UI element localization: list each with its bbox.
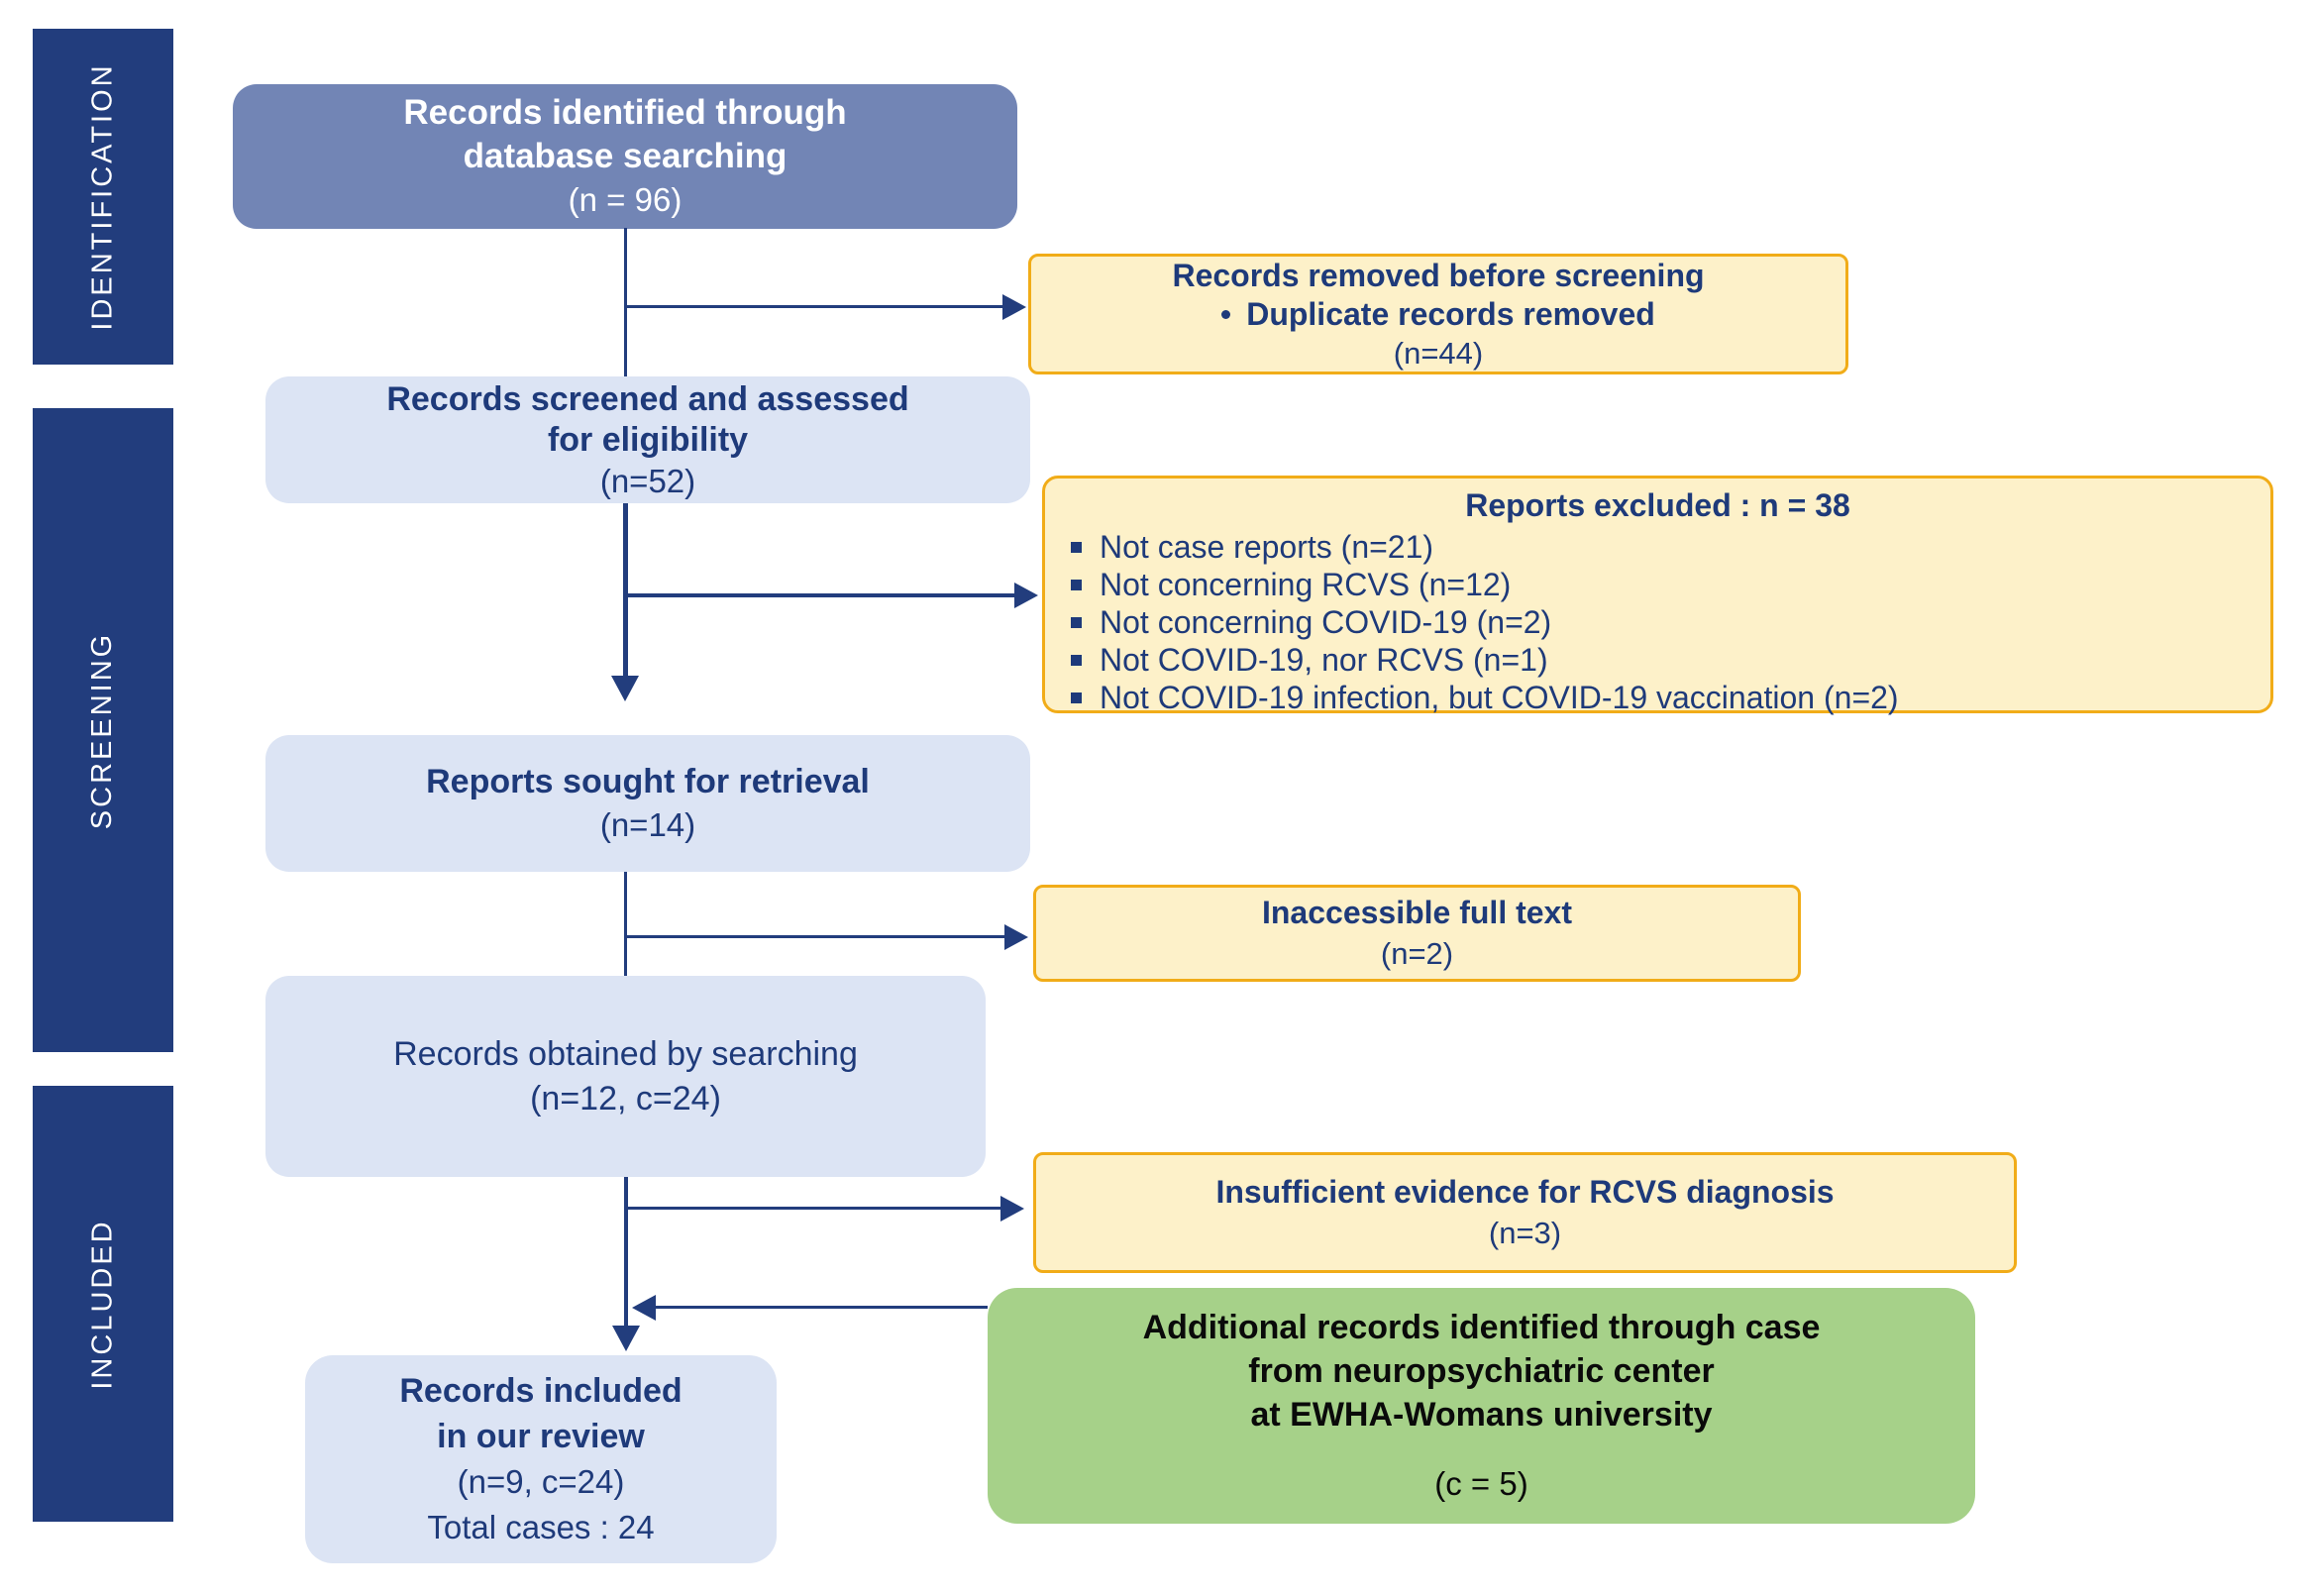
box-additional-records <box>988 1288 1975 1524</box>
bullet-square-icon <box>1071 655 1082 666</box>
excluded-item <box>1045 566 2270 603</box>
bullet-square-icon <box>1071 692 1082 703</box>
bullet-square-icon <box>1071 617 1082 628</box>
box-title-line: for eligibility <box>547 420 749 459</box>
arrowhead-to-sought-icon <box>611 676 639 701</box>
box-title-line: in our review <box>437 1418 645 1455</box>
box-count: (n=3) <box>1488 1216 1562 1250</box>
connector-to-inaccessible-line <box>624 935 1006 938</box>
bullet-square-icon <box>1071 542 1082 553</box>
excluded-item <box>1045 679 2270 716</box>
box-title-line: Reports sought for retrieval <box>426 763 870 800</box>
excluded-item-text: Not concerning COVID-19 (n=2) <box>1100 604 1552 640</box>
bullet-text: Duplicate records removed <box>1246 295 1655 332</box>
box-bullet-line <box>1221 295 1655 334</box>
box-total: Total cases : 24 <box>427 1509 655 1545</box>
box-count: (n=2) <box>1380 936 1454 971</box>
bullet-square-icon <box>1071 580 1082 590</box>
bullet-dot-icon <box>1221 310 1230 319</box>
box-records-identified <box>233 84 1017 229</box>
box-count: (n = 96) <box>568 181 683 218</box>
box-reports-excluded <box>1042 476 2273 713</box>
arrowhead-to-inaccessible-icon <box>1004 924 1028 950</box>
box-records-removed <box>1028 254 1848 374</box>
stage-label: SCREENING <box>86 631 119 829</box>
arrowhead-from-additional-icon <box>632 1295 656 1321</box>
connector-to-removed-line <box>624 305 1004 308</box>
arrowhead-to-removed-icon <box>1002 294 1026 320</box>
connector-identified-to-screened-line <box>624 228 627 376</box>
arrowhead-to-excluded-icon <box>1014 583 1038 608</box>
stage-bar-included <box>33 1086 173 1522</box>
box-title-line: from neuropsychiatric center <box>1248 1352 1715 1390</box>
excluded-item <box>1045 603 2270 641</box>
connector-to-insufficient-line <box>628 1207 1002 1210</box>
excluded-item <box>1045 528 2270 566</box>
connector-to-excluded-line <box>628 593 1016 597</box>
box-inaccessible-full-text <box>1033 885 1801 982</box>
box-records-obtained <box>265 976 986 1177</box>
excluded-item-text: Not case reports (n=21) <box>1100 529 1434 565</box>
connector-screened-to-sought-line <box>623 503 628 678</box>
box-title-line: database searching <box>463 137 788 175</box>
stage-label: INCLUDED <box>86 1218 119 1390</box>
box-insufficient-evidence <box>1033 1152 2017 1273</box>
stage-label: IDENTIFICATION <box>86 62 119 331</box>
box-records-included <box>305 1355 777 1563</box>
connector-additional-to-main-line <box>654 1306 988 1309</box>
box-count: (n=52) <box>599 462 696 499</box>
box-count: (c = 5) <box>1434 1465 1528 1502</box>
box-title-line: Additional records identified through case <box>1142 1309 1821 1346</box>
box-title-line: Inaccessible full text <box>1261 895 1572 930</box>
box-title-line: Insufficient evidence for RCVS diagnosis <box>1215 1174 1835 1210</box>
stage-bar-screening <box>33 408 173 1052</box>
excluded-item <box>1045 641 2270 679</box>
arrowhead-to-included-icon <box>612 1326 640 1351</box>
box-title-line: Records screened and assessed <box>386 379 909 418</box>
box-reports-sought <box>265 735 1030 872</box>
box-count: (n=14) <box>599 806 696 843</box>
excluded-item-text: Not COVID-19, nor RCVS (n=1) <box>1100 642 1548 678</box>
connector-sought-to-obtained-line <box>624 872 627 976</box>
box-title-line: Records obtained by searching <box>393 1034 858 1073</box>
connector-obtained-to-included-line <box>624 1177 628 1328</box>
excluded-item-text: Not COVID-19 infection, but COVID-19 vaccination (n=2) <box>1100 680 1899 715</box>
box-count: (n=9, c=24) <box>457 1463 625 1500</box>
excluded-item-text: Not concerning RCVS (n=12) <box>1100 567 1512 602</box>
box-title-line: Records identified through <box>403 93 847 132</box>
stage-bar-identification <box>33 29 173 365</box>
box-title-line: Reports excluded : n = 38 <box>1465 487 1850 523</box>
box-title-line: Records removed before screening <box>1172 257 1705 293</box>
arrowhead-to-insufficient-icon <box>1000 1196 1024 1222</box>
box-title-line: at EWHA-Womans university <box>1250 1396 1713 1434</box>
box-records-screened <box>265 376 1030 503</box>
box-count: (n=44) <box>1393 335 1484 371</box>
box-title-line: Records included <box>399 1372 683 1410</box>
box-count: (n=12, c=24) <box>530 1079 721 1117</box>
